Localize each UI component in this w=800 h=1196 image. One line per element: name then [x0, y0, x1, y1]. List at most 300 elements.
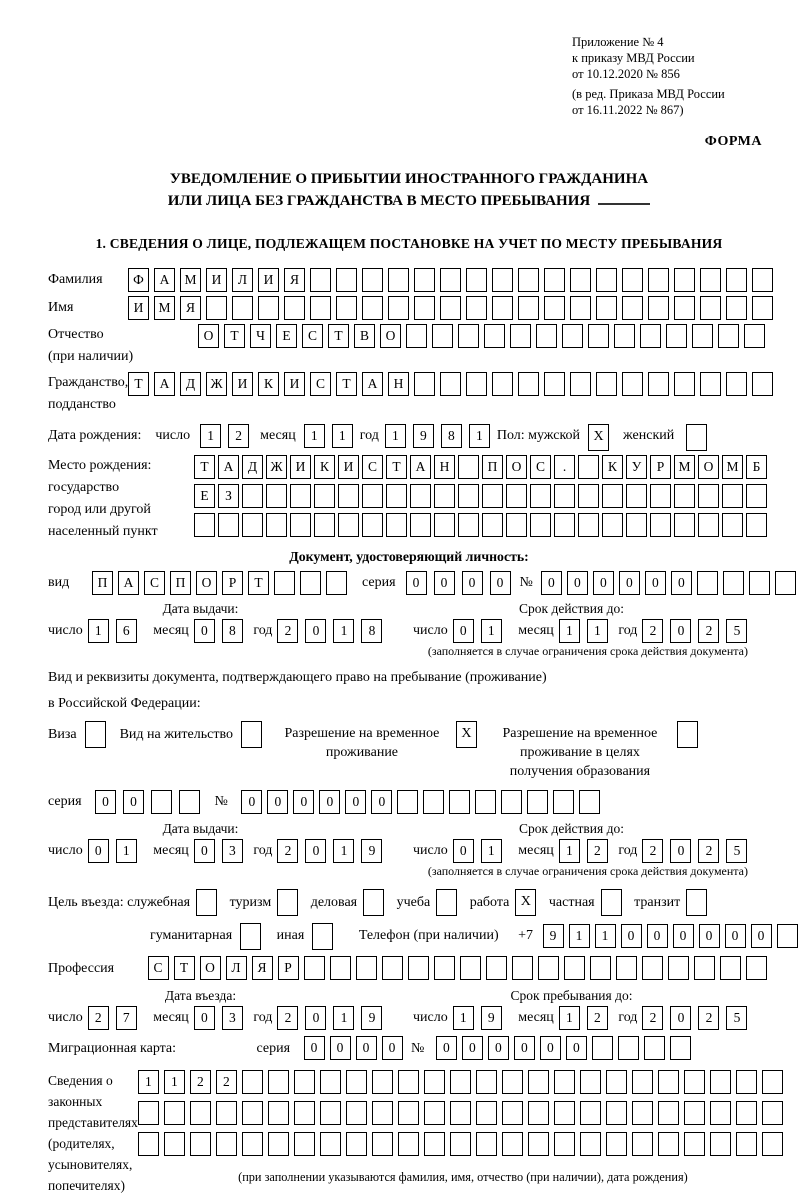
char-cell[interactable] [346, 1132, 367, 1156]
char-cell[interactable] [606, 1132, 627, 1156]
char-cell[interactable]: 2 [228, 424, 249, 448]
char-cell[interactable] [710, 1101, 731, 1125]
char-cell[interactable] [408, 956, 429, 980]
char-cell[interactable]: 9 [361, 1006, 382, 1030]
char-cell[interactable] [326, 571, 347, 595]
char-cell[interactable]: Я [252, 956, 273, 980]
char-cell[interactable] [544, 372, 565, 396]
option-temp-residence-education-checkbox[interactable] [677, 721, 698, 748]
char-cell[interactable] [506, 484, 527, 508]
char-cell[interactable] [578, 455, 599, 479]
char-cell[interactable] [602, 484, 623, 508]
char-cell[interactable] [749, 571, 770, 595]
char-cell[interactable] [578, 513, 599, 537]
char-cell[interactable]: 7 [116, 1006, 137, 1030]
char-cell[interactable] [164, 1101, 185, 1125]
char-cell[interactable] [614, 324, 635, 348]
char-cell[interactable]: 2 [698, 619, 719, 643]
char-cell[interactable]: 2 [277, 619, 298, 643]
char-cell[interactable] [640, 324, 661, 348]
char-cell[interactable] [501, 790, 522, 814]
char-cell[interactable]: 2 [277, 1006, 298, 1030]
char-cell[interactable]: Т [248, 571, 269, 595]
char-cell[interactable] [151, 790, 172, 814]
char-cell[interactable] [674, 513, 695, 537]
char-cell[interactable] [194, 513, 215, 537]
char-cell[interactable] [746, 956, 767, 980]
char-cell[interactable]: 1 [559, 1006, 580, 1030]
char-cell[interactable] [397, 790, 418, 814]
char-cell[interactable] [592, 1036, 613, 1060]
char-cell[interactable] [423, 790, 444, 814]
char-cell[interactable]: А [362, 372, 383, 396]
char-cell[interactable] [138, 1132, 159, 1156]
char-cell[interactable] [232, 296, 253, 320]
char-cell[interactable]: У [626, 455, 647, 479]
char-cell[interactable]: 1 [481, 839, 502, 863]
char-cell[interactable] [570, 296, 591, 320]
char-cell[interactable] [618, 1036, 639, 1060]
char-cell[interactable] [530, 484, 551, 508]
char-cell[interactable] [762, 1132, 783, 1156]
char-cell[interactable] [338, 513, 359, 537]
char-cell[interactable] [268, 1070, 289, 1094]
char-cell[interactable] [314, 484, 335, 508]
char-cell[interactable] [290, 484, 311, 508]
char-cell[interactable] [752, 372, 773, 396]
char-cell[interactable] [510, 324, 531, 348]
char-cell[interactable]: К [314, 455, 335, 479]
char-cell[interactable]: С [530, 455, 551, 479]
char-cell[interactable] [670, 1036, 691, 1060]
char-cell[interactable] [138, 1101, 159, 1125]
char-cell[interactable] [492, 372, 513, 396]
char-cell[interactable] [596, 268, 617, 292]
char-cell[interactable] [434, 513, 455, 537]
char-cell[interactable] [658, 1132, 679, 1156]
char-cell[interactable] [726, 372, 747, 396]
char-cell[interactable] [434, 484, 455, 508]
char-cell[interactable]: М [180, 268, 201, 292]
char-cell[interactable]: 5 [726, 1006, 747, 1030]
char-cell[interactable] [674, 296, 695, 320]
char-cell[interactable] [486, 956, 507, 980]
char-cell[interactable] [622, 296, 643, 320]
char-cell[interactable] [626, 484, 647, 508]
char-cell[interactable]: Я [180, 296, 201, 320]
char-cell[interactable] [692, 324, 713, 348]
char-cell[interactable] [190, 1132, 211, 1156]
char-cell[interactable]: З [218, 484, 239, 508]
char-cell[interactable]: 0 [645, 571, 666, 595]
sex-female-checkbox[interactable] [686, 424, 707, 451]
char-cell[interactable]: Н [434, 455, 455, 479]
char-cell[interactable] [528, 1070, 549, 1094]
char-cell[interactable]: 0 [566, 1036, 587, 1060]
char-cell[interactable] [632, 1132, 653, 1156]
char-cell[interactable] [216, 1132, 237, 1156]
char-cell[interactable] [527, 790, 548, 814]
char-cell[interactable]: 2 [88, 1006, 109, 1030]
purpose-private-checkbox[interactable] [601, 889, 622, 916]
char-cell[interactable] [570, 372, 591, 396]
sex-male-checkbox[interactable]: X [588, 424, 609, 451]
char-cell[interactable] [206, 296, 227, 320]
char-cell[interactable]: В [354, 324, 375, 348]
char-cell[interactable]: Н [388, 372, 409, 396]
char-cell[interactable] [666, 324, 687, 348]
char-cell[interactable] [564, 956, 585, 980]
char-cell[interactable] [736, 1070, 757, 1094]
char-cell[interactable]: 2 [642, 839, 663, 863]
char-cell[interactable] [434, 956, 455, 980]
char-cell[interactable] [752, 268, 773, 292]
char-cell[interactable]: 0 [95, 790, 116, 814]
char-cell[interactable] [458, 484, 479, 508]
char-cell[interactable] [476, 1101, 497, 1125]
char-cell[interactable] [674, 372, 695, 396]
char-cell[interactable] [502, 1132, 523, 1156]
char-cell[interactable]: Ч [250, 324, 271, 348]
char-cell[interactable]: М [674, 455, 695, 479]
char-cell[interactable]: 0 [647, 924, 668, 948]
char-cell[interactable] [164, 1132, 185, 1156]
char-cell[interactable] [310, 296, 331, 320]
char-cell[interactable]: 5 [726, 619, 747, 643]
char-cell[interactable]: 8 [222, 619, 243, 643]
char-cell[interactable] [179, 790, 200, 814]
char-cell[interactable] [632, 1101, 653, 1125]
char-cell[interactable] [518, 372, 539, 396]
char-cell[interactable]: К [258, 372, 279, 396]
char-cell[interactable] [414, 372, 435, 396]
char-cell[interactable]: 0 [319, 790, 340, 814]
char-cell[interactable] [606, 1070, 627, 1094]
char-cell[interactable] [746, 484, 767, 508]
char-cell[interactable]: Т [336, 372, 357, 396]
char-cell[interactable] [320, 1070, 341, 1094]
char-cell[interactable]: И [290, 455, 311, 479]
char-cell[interactable] [460, 956, 481, 980]
char-cell[interactable]: 9 [361, 839, 382, 863]
char-cell[interactable] [528, 1132, 549, 1156]
char-cell[interactable] [650, 513, 671, 537]
char-cell[interactable] [242, 1070, 263, 1094]
char-cell[interactable] [466, 296, 487, 320]
char-cell[interactable] [562, 324, 583, 348]
char-cell[interactable]: 2 [587, 839, 608, 863]
char-cell[interactable]: 5 [726, 839, 747, 863]
char-cell[interactable] [762, 1101, 783, 1125]
char-cell[interactable] [484, 324, 505, 348]
char-cell[interactable] [554, 1132, 575, 1156]
char-cell[interactable] [362, 268, 383, 292]
char-cell[interactable] [458, 455, 479, 479]
char-cell[interactable]: 0 [670, 619, 691, 643]
char-cell[interactable]: П [92, 571, 113, 595]
char-cell[interactable] [388, 268, 409, 292]
char-cell[interactable] [242, 1101, 263, 1125]
char-cell[interactable] [684, 1070, 705, 1094]
char-cell[interactable]: Р [650, 455, 671, 479]
char-cell[interactable]: 0 [88, 839, 109, 863]
char-cell[interactable] [386, 484, 407, 508]
char-cell[interactable]: П [170, 571, 191, 595]
char-cell[interactable]: 0 [453, 619, 474, 643]
char-cell[interactable] [736, 1101, 757, 1125]
char-cell[interactable] [386, 513, 407, 537]
char-cell[interactable]: А [410, 455, 431, 479]
char-cell[interactable]: Е [276, 324, 297, 348]
char-cell[interactable] [674, 484, 695, 508]
char-cell[interactable] [648, 296, 669, 320]
char-cell[interactable] [440, 372, 461, 396]
title-blank-underline[interactable] [598, 202, 650, 205]
char-cell[interactable]: И [206, 268, 227, 292]
char-cell[interactable]: 0 [194, 619, 215, 643]
char-cell[interactable] [424, 1101, 445, 1125]
char-cell[interactable] [684, 1101, 705, 1125]
char-cell[interactable] [710, 1132, 731, 1156]
char-cell[interactable] [410, 484, 431, 508]
char-cell[interactable] [720, 956, 741, 980]
char-cell[interactable]: 0 [488, 1036, 509, 1060]
char-cell[interactable] [414, 296, 435, 320]
char-cell[interactable] [410, 513, 431, 537]
char-cell[interactable] [668, 956, 689, 980]
char-cell[interactable] [450, 1101, 471, 1125]
char-cell[interactable]: 1 [164, 1070, 185, 1094]
char-cell[interactable]: 1 [332, 424, 353, 448]
char-cell[interactable]: 1 [333, 619, 354, 643]
char-cell[interactable]: 0 [540, 1036, 561, 1060]
char-cell[interactable] [602, 513, 623, 537]
char-cell[interactable] [482, 484, 503, 508]
char-cell[interactable] [338, 484, 359, 508]
char-cell[interactable] [590, 956, 611, 980]
char-cell[interactable]: И [338, 455, 359, 479]
char-cell[interactable] [314, 513, 335, 537]
char-cell[interactable] [518, 296, 539, 320]
char-cell[interactable]: 9 [413, 424, 434, 448]
char-cell[interactable]: 1 [88, 619, 109, 643]
char-cell[interactable] [578, 484, 599, 508]
char-cell[interactable] [528, 1101, 549, 1125]
char-cell[interactable] [536, 324, 557, 348]
char-cell[interactable] [502, 1101, 523, 1125]
char-cell[interactable] [596, 372, 617, 396]
char-cell[interactable]: И [128, 296, 149, 320]
purpose-tourism-checkbox[interactable] [277, 889, 298, 916]
char-cell[interactable] [700, 296, 721, 320]
char-cell[interactable] [726, 296, 747, 320]
char-cell[interactable]: Р [278, 956, 299, 980]
char-cell[interactable] [616, 956, 637, 980]
char-cell[interactable] [458, 324, 479, 348]
char-cell[interactable] [242, 513, 263, 537]
char-cell[interactable] [554, 484, 575, 508]
char-cell[interactable]: Т [128, 372, 149, 396]
char-cell[interactable] [440, 296, 461, 320]
char-cell[interactable] [554, 1070, 575, 1094]
char-cell[interactable]: О [698, 455, 719, 479]
char-cell[interactable] [336, 296, 357, 320]
char-cell[interactable] [530, 513, 551, 537]
char-cell[interactable] [482, 513, 503, 537]
char-cell[interactable] [723, 571, 744, 595]
char-cell[interactable]: 1 [559, 839, 580, 863]
char-cell[interactable] [538, 956, 559, 980]
char-cell[interactable]: М [154, 296, 175, 320]
char-cell[interactable]: 0 [194, 1006, 215, 1030]
char-cell[interactable]: 8 [441, 424, 462, 448]
char-cell[interactable]: 0 [490, 571, 511, 595]
char-cell[interactable]: 0 [751, 924, 772, 948]
char-cell[interactable] [294, 1132, 315, 1156]
char-cell[interactable] [580, 1101, 601, 1125]
char-cell[interactable] [642, 956, 663, 980]
char-cell[interactable]: И [258, 268, 279, 292]
char-cell[interactable] [697, 571, 718, 595]
char-cell[interactable] [300, 571, 321, 595]
char-cell[interactable] [775, 571, 796, 595]
char-cell[interactable] [388, 296, 409, 320]
char-cell[interactable] [588, 324, 609, 348]
char-cell[interactable] [362, 513, 383, 537]
char-cell[interactable] [346, 1070, 367, 1094]
char-cell[interactable] [294, 1070, 315, 1094]
char-cell[interactable]: Ф [128, 268, 149, 292]
char-cell[interactable]: 0 [541, 571, 562, 595]
char-cell[interactable]: А [118, 571, 139, 595]
char-cell[interactable]: 2 [277, 839, 298, 863]
char-cell[interactable]: 9 [543, 924, 564, 948]
char-cell[interactable]: Л [232, 268, 253, 292]
char-cell[interactable] [475, 790, 496, 814]
char-cell[interactable] [684, 1132, 705, 1156]
option-residence-permit-checkbox[interactable] [241, 721, 262, 748]
char-cell[interactable] [694, 956, 715, 980]
char-cell[interactable] [362, 484, 383, 508]
char-cell[interactable]: 0 [330, 1036, 351, 1060]
char-cell[interactable] [310, 268, 331, 292]
char-cell[interactable]: 1 [559, 619, 580, 643]
char-cell[interactable]: Р [222, 571, 243, 595]
char-cell[interactable]: 0 [567, 571, 588, 595]
char-cell[interactable] [606, 1101, 627, 1125]
char-cell[interactable] [398, 1101, 419, 1125]
char-cell[interactable]: 0 [453, 839, 474, 863]
char-cell[interactable] [722, 513, 743, 537]
char-cell[interactable]: Е [194, 484, 215, 508]
char-cell[interactable]: 1 [333, 1006, 354, 1030]
char-cell[interactable]: 2 [190, 1070, 211, 1094]
char-cell[interactable]: Л [226, 956, 247, 980]
char-cell[interactable] [398, 1132, 419, 1156]
char-cell[interactable]: Ж [206, 372, 227, 396]
char-cell[interactable] [294, 1101, 315, 1125]
char-cell[interactable] [553, 790, 574, 814]
char-cell[interactable]: Т [174, 956, 195, 980]
char-cell[interactable] [372, 1132, 393, 1156]
char-cell[interactable]: Т [328, 324, 349, 348]
char-cell[interactable] [216, 1101, 237, 1125]
char-cell[interactable]: 1 [138, 1070, 159, 1094]
option-temp-residence-checkbox[interactable]: X [456, 721, 477, 748]
char-cell[interactable] [648, 268, 669, 292]
char-cell[interactable] [752, 296, 773, 320]
char-cell[interactable] [700, 268, 721, 292]
char-cell[interactable]: 0 [670, 1006, 691, 1030]
char-cell[interactable] [579, 790, 600, 814]
char-cell[interactable] [648, 372, 669, 396]
char-cell[interactable] [622, 372, 643, 396]
char-cell[interactable] [242, 484, 263, 508]
char-cell[interactable] [746, 513, 767, 537]
char-cell[interactable]: 0 [305, 839, 326, 863]
char-cell[interactable]: 0 [267, 790, 288, 814]
char-cell[interactable]: А [218, 455, 239, 479]
char-cell[interactable] [700, 372, 721, 396]
char-cell[interactable] [330, 956, 351, 980]
char-cell[interactable] [284, 296, 305, 320]
char-cell[interactable]: . [554, 455, 575, 479]
char-cell[interactable]: 0 [304, 1036, 325, 1060]
char-cell[interactable] [626, 513, 647, 537]
char-cell[interactable]: 1 [587, 619, 608, 643]
char-cell[interactable]: И [284, 372, 305, 396]
char-cell[interactable] [736, 1132, 757, 1156]
char-cell[interactable] [658, 1101, 679, 1125]
char-cell[interactable]: 0 [345, 790, 366, 814]
char-cell[interactable] [658, 1070, 679, 1094]
char-cell[interactable]: 0 [514, 1036, 535, 1060]
char-cell[interactable] [218, 513, 239, 537]
char-cell[interactable]: 1 [469, 424, 490, 448]
purpose-work-checkbox[interactable]: X [515, 889, 536, 916]
char-cell[interactable]: 0 [434, 571, 455, 595]
char-cell[interactable]: С [148, 956, 169, 980]
char-cell[interactable]: 0 [436, 1036, 457, 1060]
char-cell[interactable]: 0 [593, 571, 614, 595]
char-cell[interactable] [268, 1132, 289, 1156]
char-cell[interactable] [242, 1132, 263, 1156]
char-cell[interactable]: Ж [266, 455, 287, 479]
char-cell[interactable] [398, 1070, 419, 1094]
char-cell[interactable] [320, 1132, 341, 1156]
char-cell[interactable]: С [302, 324, 323, 348]
char-cell[interactable] [554, 1101, 575, 1125]
char-cell[interactable]: 1 [304, 424, 325, 448]
char-cell[interactable]: Д [180, 372, 201, 396]
char-cell[interactable]: 6 [116, 619, 137, 643]
char-cell[interactable] [544, 296, 565, 320]
char-cell[interactable]: 1 [453, 1006, 474, 1030]
char-cell[interactable] [440, 268, 461, 292]
char-cell[interactable] [450, 1132, 471, 1156]
char-cell[interactable] [362, 296, 383, 320]
char-cell[interactable]: 3 [222, 839, 243, 863]
char-cell[interactable]: О [506, 455, 527, 479]
char-cell[interactable]: 0 [356, 1036, 377, 1060]
char-cell[interactable] [449, 790, 470, 814]
char-cell[interactable] [266, 484, 287, 508]
char-cell[interactable] [710, 1070, 731, 1094]
char-cell[interactable]: 0 [123, 790, 144, 814]
char-cell[interactable]: 8 [361, 619, 382, 643]
char-cell[interactable]: 1 [385, 424, 406, 448]
char-cell[interactable]: Т [386, 455, 407, 479]
